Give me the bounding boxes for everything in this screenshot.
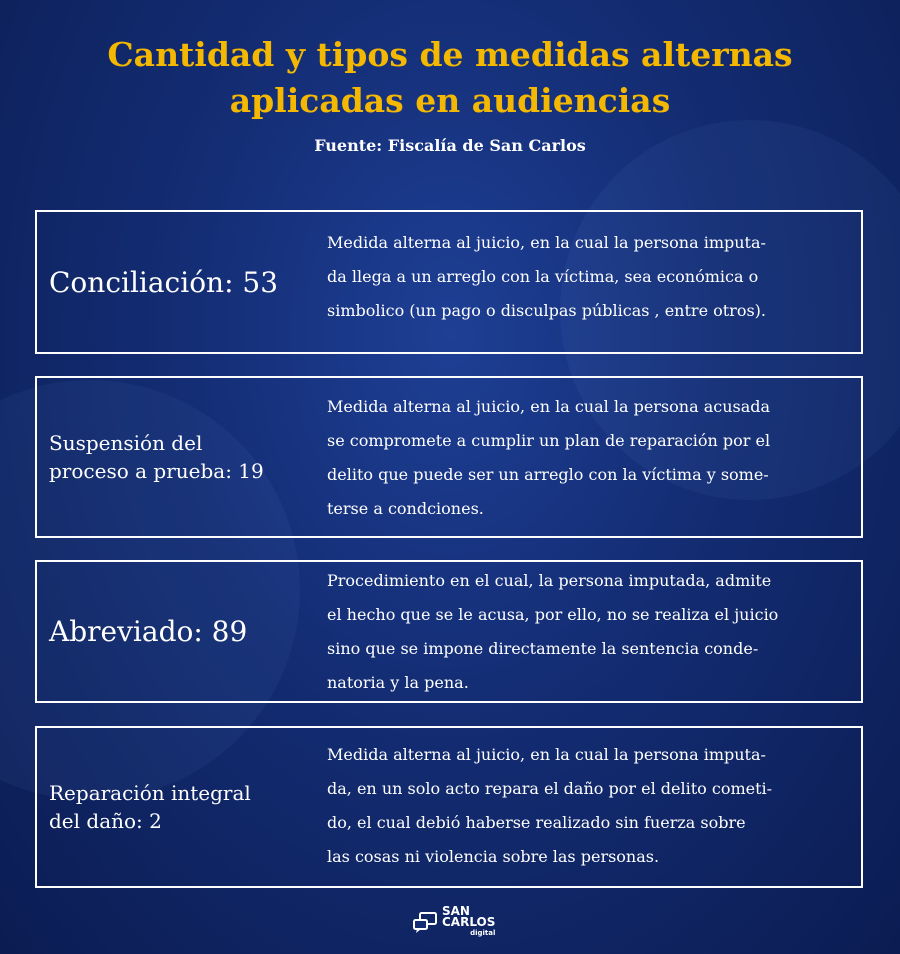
page-title: [0, 32, 900, 124]
card-conciliacion: [35, 210, 863, 354]
description-line: Procedimiento en el cual, la persona imputada, admite: [327, 571, 772, 590]
title-line-2: aplicadas en audiencias: [229, 81, 671, 120]
description-line: natoria y la pena.: [327, 673, 469, 692]
description-line: delito que puede ser un arreglo con la víctima y some-: [327, 465, 769, 484]
card-label-line: Suspensión del: [49, 431, 203, 455]
logo-line-san: SAN: [442, 904, 470, 918]
description-line: las cosas ni violencia sobre las personas.: [327, 847, 660, 866]
card-label-line: proceso a prueba: 19: [49, 459, 264, 483]
logo-line-digital: digital: [470, 929, 496, 937]
card-label: [49, 562, 319, 701]
source-note: Fuente: Fiscalía de San Carlos: [314, 136, 586, 155]
logo-line-carlos: CARLOS: [442, 915, 496, 929]
logo-wordmark: [442, 906, 495, 939]
description-line: sino que se impone directamente la sentencia conde-: [327, 639, 759, 658]
card-reparacion: [35, 726, 863, 888]
description-line: da llega a un arreglo con la víctima, sea económica o: [327, 267, 759, 286]
title-line-1: Cantidad y tipos de medidas alternas: [107, 35, 793, 74]
card-label: [49, 212, 319, 352]
description-line: el hecho que se le acusa, por ello, no se realiza el juicio: [327, 605, 779, 624]
description-line: Medida alterna al juicio, en la cual la persona imputa-: [327, 745, 766, 764]
card-label-line: Reparación integral: [49, 781, 251, 805]
description-line: Medida alterna al juicio, en la cual la persona imputa-: [327, 233, 766, 252]
card-description: [327, 738, 847, 874]
card-suspension: [35, 376, 863, 538]
card-label-text: Conciliación: 53: [49, 265, 279, 299]
card-label: [49, 728, 319, 886]
card-description: [327, 390, 847, 526]
chat-bubbles-icon: [412, 912, 438, 934]
card-abreviado: [35, 560, 863, 703]
card-label-line: del daño: 2: [49, 809, 162, 833]
brand-logo: [412, 906, 495, 939]
description-line: terse a condciones.: [327, 499, 484, 518]
card-description: [327, 564, 847, 700]
card-description: [327, 226, 847, 328]
description-line: do, el cual debió haberse realizado sin fuerza sobre: [327, 813, 746, 832]
card-label-text: Abreviado: 89: [49, 615, 248, 648]
description-line: da, en un solo acto repara el daño por el delito cometi-: [327, 779, 773, 798]
description-line: Medida alterna al juicio, en la cual la persona acusada: [327, 397, 771, 416]
description-line: se compromete a cumplir un plan de reparación por el: [327, 431, 771, 450]
card-label: [49, 378, 319, 536]
description-line: simbolico (un pago o disculpas públicas , entre otros).: [327, 301, 766, 320]
